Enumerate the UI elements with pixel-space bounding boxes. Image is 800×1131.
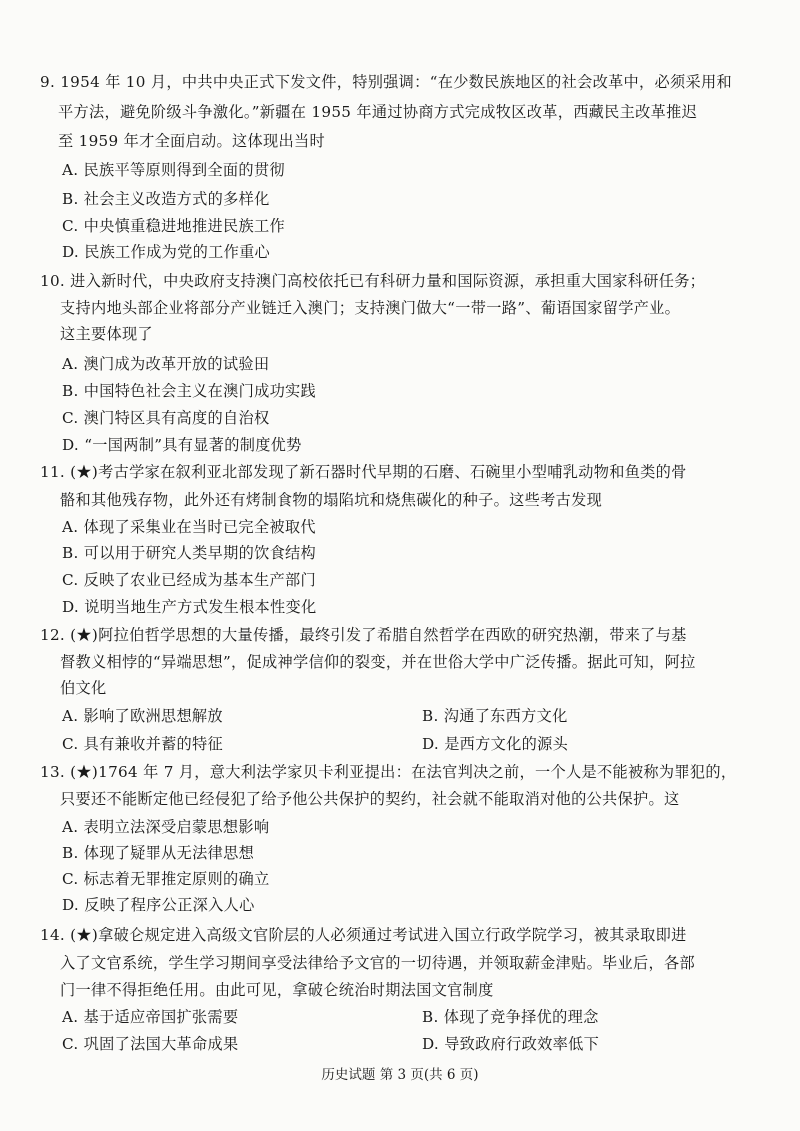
answer-option-c: C. 反映了农业已经成为基本生产部门 xyxy=(62,571,316,589)
answer-option-b: B. 体现了竞争择优的理念 xyxy=(422,1008,599,1026)
answer-option-d: D. 反映了程序公正深入人心 xyxy=(62,896,255,914)
question-stem-line: 伯文化 xyxy=(60,679,107,697)
answer-option-c: C. 澳门特区具有高度的自治权 xyxy=(62,409,270,427)
question-stem-line: 10. 进入新时代，中央政府支持澳门高校依托已有科研力量和国际资源，承担重大国家科研任务； xyxy=(40,272,706,290)
question-stem-line: 门一律不得拒绝任用。由此可见，拿破仑统治时期法国文官制度 xyxy=(60,981,494,999)
answer-option-b: B. 沟通了东西方文化 xyxy=(422,707,568,725)
answer-option-d: D. 导致政府行政效率低下 xyxy=(422,1035,600,1053)
question-stem-line: 骼和其他残存物，此外还有烤制食物的塌陷坑和烧焦碳化的种子。这些考古发现 xyxy=(60,491,603,509)
answer-option-d: D. 说明当地生产方式发生根本性变化 xyxy=(62,598,317,616)
answer-option-d: D. “一国两制”具有显著的制度优势 xyxy=(62,436,302,454)
answer-option-a: A. 基于适应帝国扩张需要 xyxy=(62,1008,239,1026)
answer-option-b: B. 可以用于研究人类早期的饮食结构 xyxy=(62,544,317,562)
answer-option-b: B. 社会主义改造方式的多样化 xyxy=(62,190,270,208)
answer-option-a: A. 民族平等原则得到全面的贯彻 xyxy=(62,161,285,179)
answer-option-a: A. 澳门成为改革开放的试验田 xyxy=(62,355,270,373)
answer-option-a: A. 影响了欧洲思想解放 xyxy=(62,707,223,725)
answer-option-c: C. 巩固了法国大革命成果 xyxy=(62,1035,239,1053)
answer-option-b: B. 中国特色社会主义在澳门成功实践 xyxy=(62,382,317,400)
question-stem-line: 只要还不能断定他已经侵犯了给予他公共保护的契约，社会就不能取消对他的公共保护。这 xyxy=(60,790,680,808)
answer-option-c: C. 中央慎重稳进地推进民族工作 xyxy=(62,217,285,235)
page-footer: 历史试题 第 3 页(共 6 页) xyxy=(321,1067,479,1083)
question-stem-line: 至 1959 年才全面启动。这体现出当时 xyxy=(58,132,325,150)
answer-option-d: D. 民族工作成为党的工作重心 xyxy=(62,243,271,261)
question-stem-line: 平方法，避免阶级斗争激化。”新疆在 1955 年通过协商方式完成牧区改革，西藏民主改革推迟 xyxy=(58,103,698,121)
question-stem-line: 督教义相悖的“异端思想”，促成神学信仰的裂变，并在世俗大学中广泛传播。据此可知，阿拉 xyxy=(60,653,696,671)
question-stem-line: 14. (★)拿破仑规定进入高级文官阶层的人必须通过考试进入国立行政学院学习，被其录取即进 xyxy=(40,926,687,944)
question-stem-line: 9. 1954 年 10 月，中共中央正式下发文件，特别强调：“在少数民族地区的社会改革中，必须采用和 xyxy=(40,73,732,91)
answer-option-a: A. 表明立法深受启蒙思想影响 xyxy=(62,818,270,836)
answer-option-b: B. 体现了疑罪从无法律思想 xyxy=(62,844,255,862)
question-stem-line: 11. (★)考古学家在叙利亚北部发现了新石器时代早期的石磨、石碗里小型哺乳动物和鱼类的骨 xyxy=(40,463,687,481)
answer-option-c: C. 标志着无罪推定原则的确立 xyxy=(62,870,270,888)
question-stem-line: 12. (★)阿拉伯哲学思想的大量传播，最终引发了希腊自然哲学在西欧的研究热潮，带来了与基 xyxy=(40,626,687,644)
question-stem-line: 这主要体现了 xyxy=(60,325,153,343)
question-stem-line: 入了文官系统，学生学习期间享受法律给予文官的一切待遇，并领取薪金津贴。毕业后，各部 xyxy=(60,954,695,972)
question-stem-line: 支持内地头部企业将部分产业链迁入澳门；支持澳门做大“一带一路”、葡语国家留学产业。 xyxy=(60,299,681,317)
answer-option-c: C. 具有兼收并蓄的特征 xyxy=(62,735,224,753)
answer-option-a: A. 体现了采集业在当时已完全被取代 xyxy=(62,518,316,536)
question-stem-line: 13. (★)1764 年 7 月，意大利法学家贝卡利亚提出：在法官判决之前，一个人是不能被称为罪犯的， xyxy=(40,763,737,781)
answer-option-d: D. 是西方文化的源头 xyxy=(422,735,569,753)
